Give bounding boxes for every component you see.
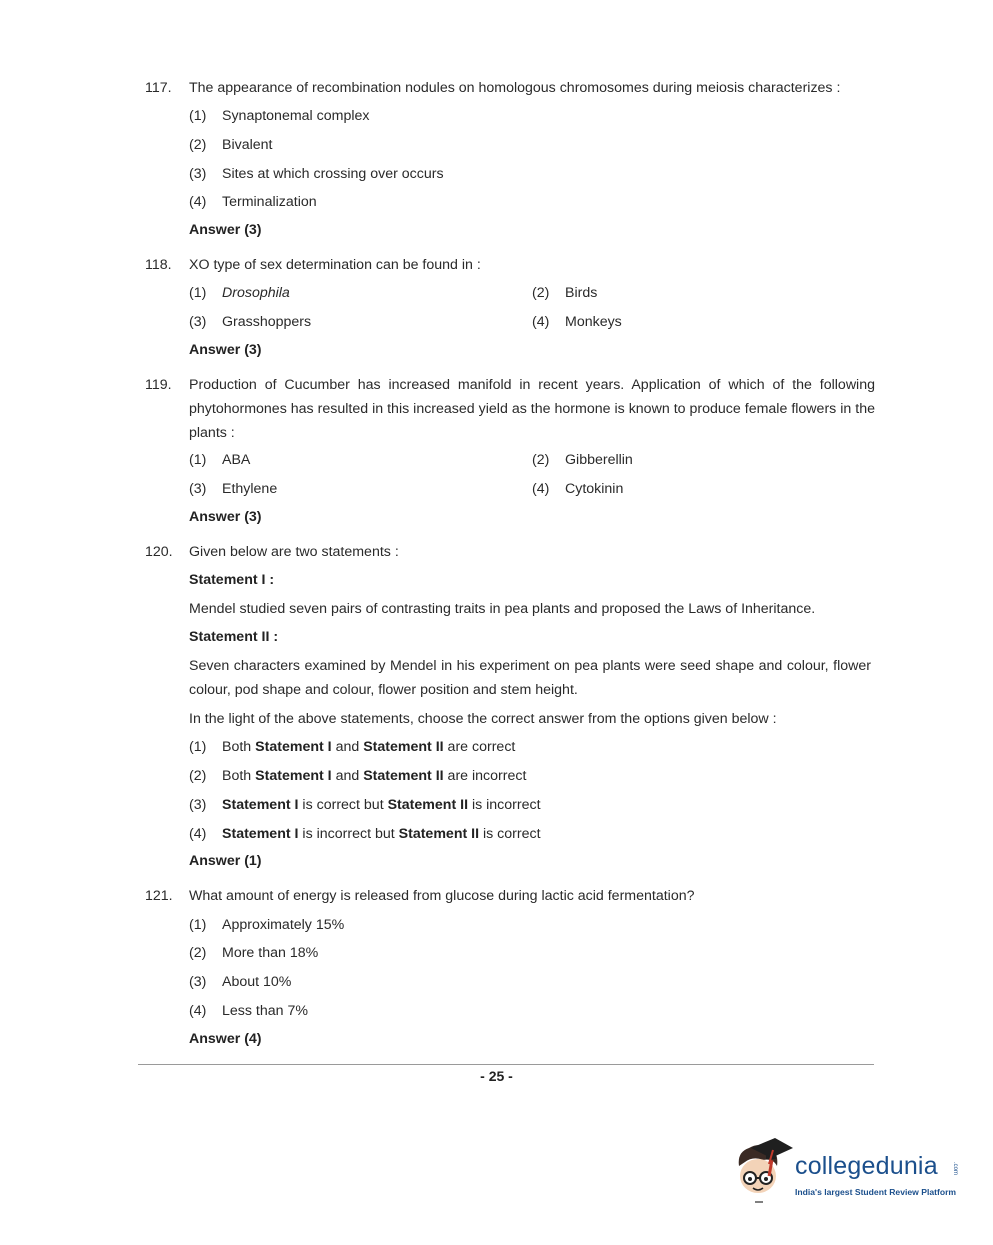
statement-1-text: Mendel studied seven pairs of contrasting traits in pea plants and proposed the Laws of Inheritance. [189, 601, 816, 617]
option: (4) Cytokinin [532, 481, 624, 497]
logo-wordmark: collegedunia [795, 1152, 938, 1180]
option: (3) Ethylene [189, 481, 278, 497]
option: (1) ABA [189, 452, 251, 468]
option: (2) Gibberellin [532, 452, 633, 468]
mascot-icon [733, 1138, 795, 1208]
option: (2) Birds [532, 285, 598, 301]
logo-domain: .com [952, 1162, 958, 1176]
option: (1) Approximately 15% [189, 917, 345, 933]
question-number: 118. [145, 257, 172, 273]
question-117 [145, 76, 875, 100]
answer: Answer (3) [189, 342, 262, 358]
question-text: What amount of energy is released from glucose during lactic acid fermentation? [189, 888, 695, 904]
option: (1) Both Statement I and Statement II are correct [189, 739, 516, 755]
option: (4) Less than 7% [189, 1003, 308, 1019]
option: (2) Bivalent [189, 137, 273, 153]
question-number: 117. [145, 80, 172, 96]
option: (3) Statement I is correct but Statement II is incorrect [189, 797, 541, 813]
question-120 [145, 540, 875, 564]
option: (3) Sites at which crossing over occurs [189, 166, 444, 182]
option: (2) Both Statement I and Statement II are incorrect [189, 768, 527, 784]
option: (2) More than 18% [189, 945, 319, 961]
option: (1) Drosophila [189, 285, 290, 301]
answer: Answer (3) [189, 509, 262, 525]
instruction-text: In the light of the above statements, choose the correct answer from the options given below : [189, 711, 777, 727]
option: (1) Synaptonemal complex [189, 108, 370, 124]
question-text: XO type of sex determination can be found in : [189, 257, 481, 273]
option: (3) Grasshoppers [189, 314, 312, 330]
answer: Answer (3) [189, 222, 262, 238]
question-text: Given below are two statements : [189, 544, 399, 560]
collegedunia-logo[interactable] [733, 1138, 963, 1210]
page-number: - 25 - [480, 1068, 513, 1084]
statement-1-heading: Statement I : [189, 572, 275, 588]
answer: Answer (4) [189, 1031, 262, 1047]
statement-2-text: Seven characters examined by Mendel in his experiment on pea plants were seed shape and colour, flower colour, pod shape and colour, flower position and stem height. [189, 658, 871, 698]
question-number: 120. [145, 544, 173, 560]
answer: Answer (1) [189, 853, 262, 869]
question-118 [145, 253, 875, 277]
question-121 [145, 884, 875, 908]
question-text: The appearance of recombination nodules on homologous chromosomes during meiosis characterizes : [189, 80, 841, 96]
question-text: Production of Cucumber has increased manifold in recent years. Application of which of the following phytohormones has resulted in this increased yield as the hormone is known to produce female flowers in the plants : [189, 377, 875, 441]
statement-2-heading: Statement II : [189, 629, 279, 645]
logo-tagline: India's largest Student Review Platform [795, 1187, 957, 1197]
footer-divider [138, 1064, 874, 1065]
question-number: 121. [145, 888, 173, 904]
option: (4) Terminalization [189, 194, 317, 210]
option: (4) Statement I is incorrect but Statement II is correct [189, 826, 541, 842]
option: (3) About 10% [189, 974, 292, 990]
question-number: 119. [145, 377, 172, 393]
option: (4) Monkeys [532, 314, 622, 330]
question-119 [145, 373, 875, 445]
